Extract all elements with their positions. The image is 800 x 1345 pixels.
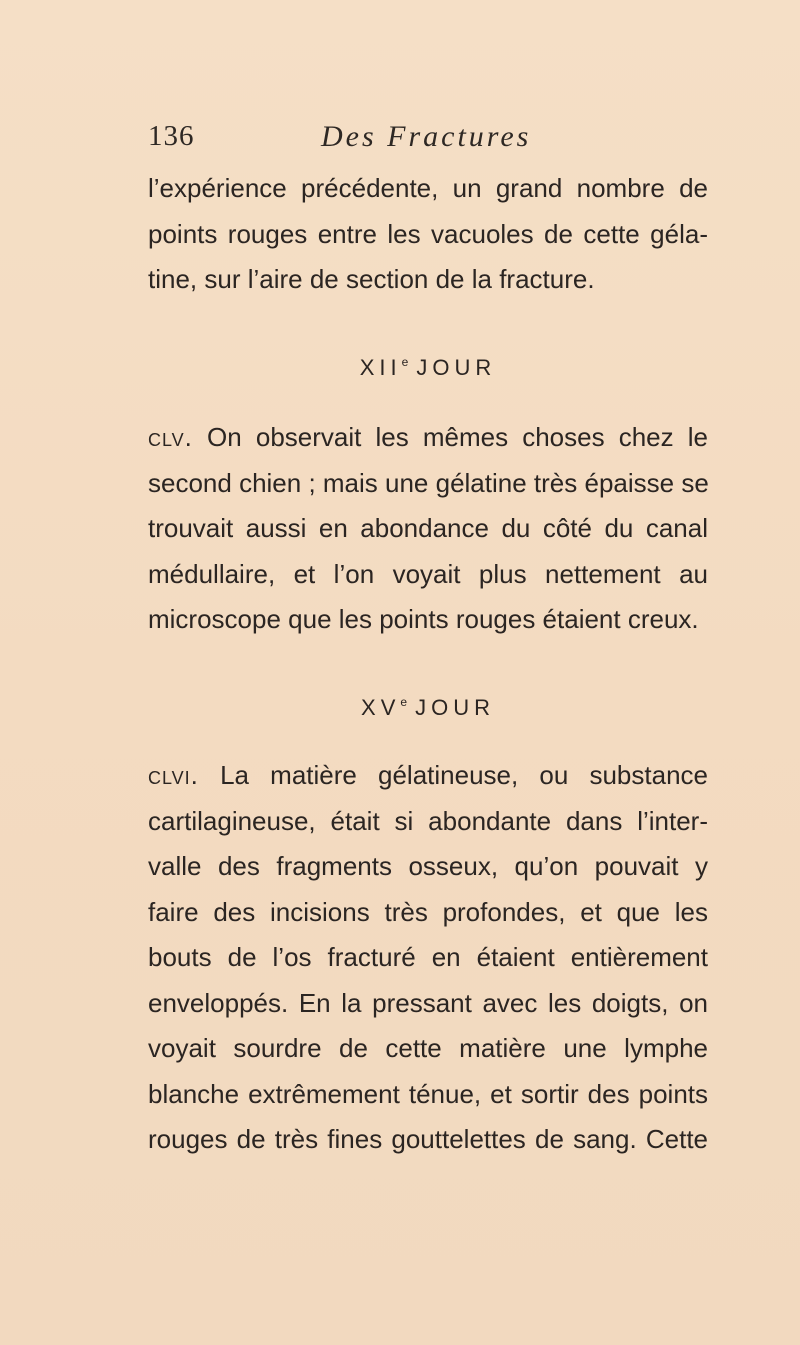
text-line: enveloppés. En la pressant avec les doigts, on	[148, 987, 708, 1018]
text-line: trouvait aussi en abondance du côté du canal	[148, 513, 708, 543]
page-number: 136	[148, 120, 195, 152]
text-line: l’expérience précédente, un grand nombre de	[148, 173, 708, 203]
text-line: points rouges entre les vacuoles de cette géla-	[148, 218, 708, 249]
heading-superscript: e	[401, 355, 409, 369]
text-line-rest: On observait les mêmes choses chez le	[207, 422, 708, 452]
text-line	[148, 753, 708, 799]
paragraph-clv	[148, 415, 708, 643]
heading-superscript: e	[400, 695, 408, 709]
section-heading-day-15	[148, 695, 708, 721]
paragraph-clvi	[148, 753, 708, 1163]
text-line: valle des fragments osseux, qu’on pouvait y	[148, 851, 708, 881]
text-line: tine, sur l’aire de section de la fracture.	[148, 264, 595, 294]
section-heading-day-12	[148, 355, 708, 381]
paragraph-number: clvi.	[148, 760, 199, 790]
running-title: Des Fractures	[321, 120, 532, 153]
text-line: microscope que les points rouges étaient creux.	[148, 604, 699, 634]
text-line: second chien ; mais une gélatine très épaisse se	[148, 467, 709, 498]
heading-numeral: XII	[359, 355, 402, 380]
paragraph-continuation	[148, 166, 708, 303]
text-line: blanche extrêmement ténue, et sortir des points	[148, 1078, 708, 1109]
paragraph-number: clv.	[148, 422, 193, 452]
heading-numeral: XV	[361, 695, 401, 720]
heading-word: JOUR	[415, 695, 495, 720]
text-line: médullaire, et l’on voyait plus nettement au	[148, 558, 708, 589]
text-line	[148, 415, 708, 461]
text-line: bouts de l’os fracturé en étaient entièrement	[148, 942, 708, 972]
text-line: voyait sourdre de cette matière une lymphe	[148, 1033, 708, 1063]
heading-word: JOUR	[416, 355, 497, 380]
running-head	[148, 120, 708, 164]
text-line-rest: La matière gélatineuse, ou substance	[220, 760, 708, 790]
text-line: faire des incisions très profondes, et que les	[148, 896, 708, 927]
text-line: rouges de très fines gouttelettes de sang. Cette	[148, 1124, 708, 1154]
text-line: cartilagineuse, était si abondante dans l’inter-	[148, 805, 708, 836]
